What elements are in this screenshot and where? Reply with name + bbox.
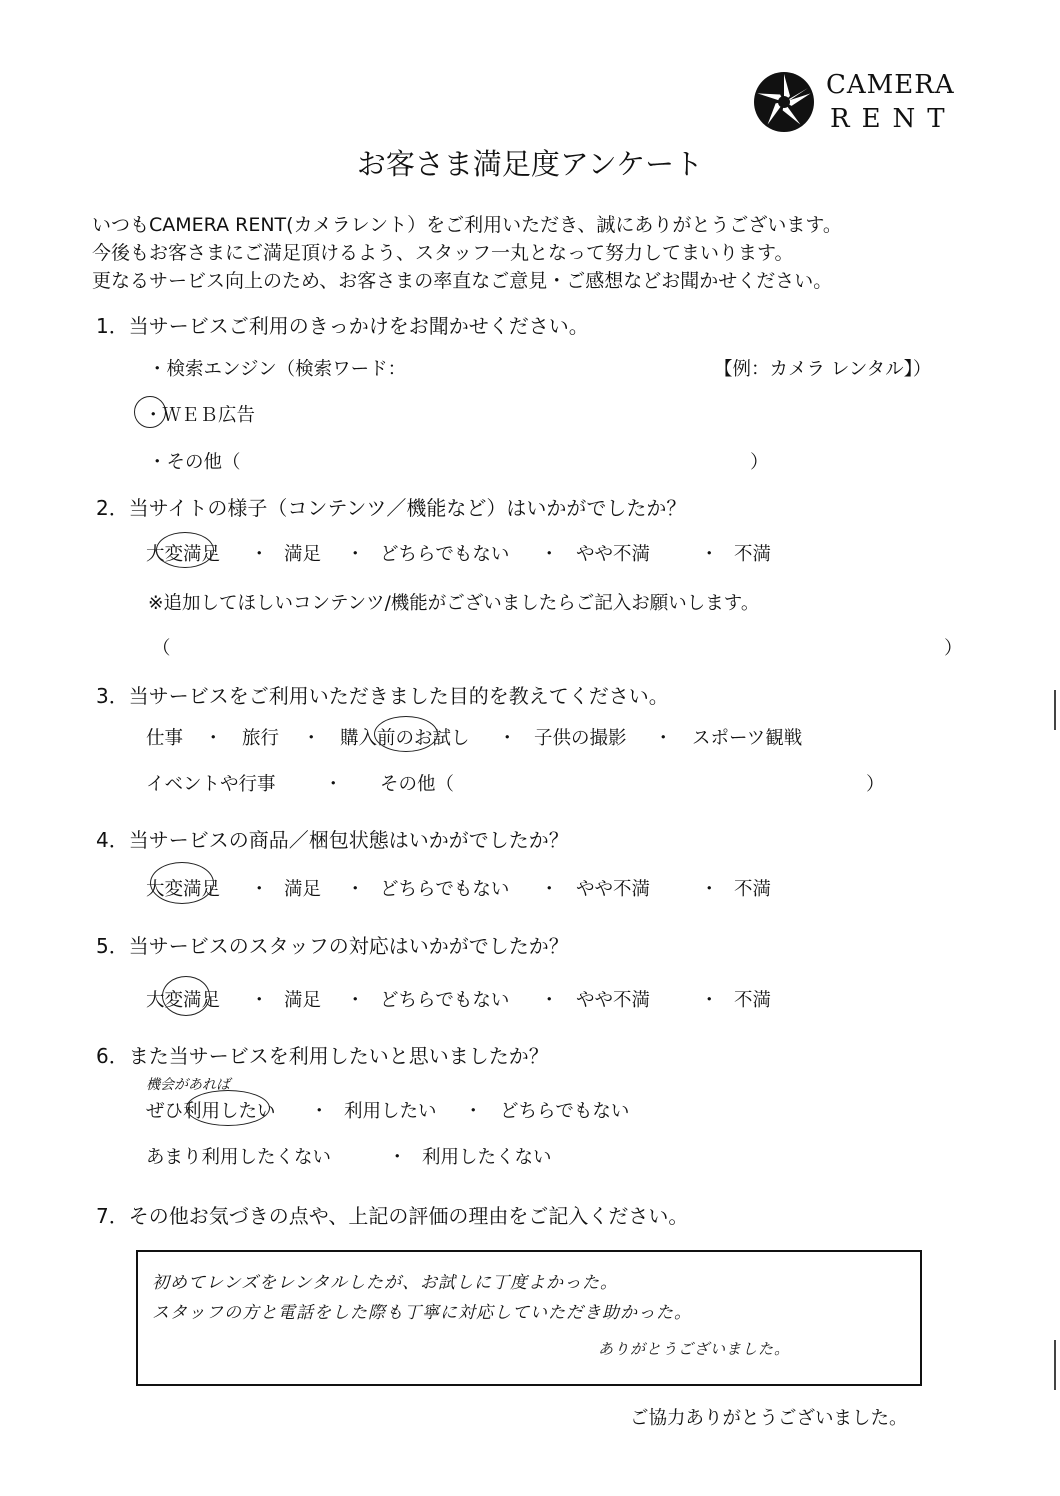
- q2-open-paren: （: [152, 638, 171, 659]
- separator: ・: [324, 774, 343, 795]
- separator: ・: [346, 544, 365, 565]
- separator: ・: [540, 990, 559, 1011]
- answer-circle-q2: [156, 532, 214, 568]
- separator: ・: [498, 728, 517, 749]
- question-5-label: 5．当サービスのスタッフの対応はいかがでしたか？: [96, 934, 569, 958]
- q3-option-trial[interactable]: 購入前のお試し: [340, 728, 470, 749]
- q2-option-very-satisfied[interactable]: 大変満足: [146, 544, 221, 565]
- comment-line-1: 初めてレンズをレンタルしたが、お試しに丁度よかった。: [152, 1273, 618, 1293]
- q6-option-would-not[interactable]: 利用したくない: [422, 1147, 552, 1168]
- separator: ・: [250, 544, 269, 565]
- answer-circle-q4: [150, 862, 214, 904]
- q3-option-travel[interactable]: 旅行: [242, 728, 280, 749]
- q3-option-events[interactable]: イベントや行事: [146, 774, 276, 795]
- comment-line-3: ありがとうございました。: [598, 1340, 791, 1358]
- answer-circle-web-ad: [134, 396, 166, 428]
- page-title: お客さま満足度アンケート: [356, 147, 704, 181]
- answer-circle-q5: [162, 976, 210, 1016]
- q4-option-neutral[interactable]: どちらでもない: [380, 879, 510, 900]
- comment-line-2: スタッフの方と電話をした際も丁寧に対応していただき助かった。: [152, 1303, 692, 1323]
- q6-option-neutral[interactable]: どちらでもない: [500, 1101, 630, 1122]
- question-3-label: 3．当サービスをご利用いただきました目的を教えてください。: [96, 684, 669, 708]
- q4-option-satisfied[interactable]: 満足: [284, 879, 322, 900]
- q2-option-satisfied[interactable]: 満足: [284, 544, 322, 565]
- closing-thanks: ご協力ありがとうございました。: [630, 1408, 908, 1429]
- q1-other-close-paren: ）: [750, 452, 769, 473]
- q6-option-definitely[interactable]: ぜひ利用したい: [146, 1101, 276, 1122]
- separator: ・: [700, 544, 719, 565]
- separator: ・: [346, 879, 365, 900]
- q4-option-very-satisfied[interactable]: 大変満足: [146, 879, 221, 900]
- q1-search-example: 【例：カメラ レンタル】）: [714, 359, 932, 380]
- logo-text-camera: CAMERA: [826, 70, 955, 100]
- logo-text-rent: RENT: [830, 104, 957, 134]
- q3-option-work[interactable]: 仕事: [146, 728, 184, 749]
- separator: ・: [540, 544, 559, 565]
- aperture-icon: [752, 70, 816, 134]
- question-1-label: 1．当サービスご利用のきっかけをお聞かせください。: [96, 314, 589, 338]
- q6-option-rather-not[interactable]: あまり利用したくない: [146, 1147, 332, 1168]
- separator: ・: [700, 990, 719, 1011]
- q4-option-dissatisfied[interactable]: 不満: [734, 879, 772, 900]
- separator: ・: [540, 879, 559, 900]
- q2-option-neutral[interactable]: どちらでもない: [380, 544, 510, 565]
- q1-option-other[interactable]: ・その他（: [148, 452, 241, 473]
- intro-line-1: いつもCAMERA RENT(カメラレント）をご利用いただき、誠にありがとうございます。: [92, 214, 842, 236]
- q5-option-neutral[interactable]: どちらでもない: [380, 990, 510, 1011]
- q1-option-search-engine[interactable]: ・検索エンジン（検索ワード：: [148, 359, 407, 380]
- separator: ・: [302, 728, 321, 749]
- q5-option-satisfied[interactable]: 満足: [284, 990, 322, 1011]
- question-7-label: 7．その他お気づきの点や、上記の評価の理由をご記入ください。: [96, 1204, 689, 1228]
- q4-option-slightly-dissatisfied[interactable]: やや不満: [576, 879, 651, 900]
- scan-artifact: [1054, 690, 1056, 730]
- answer-circle-q3: [374, 716, 438, 752]
- comment-box[interactable]: [136, 1250, 922, 1386]
- separator: ・: [204, 728, 223, 749]
- q2-note: ※追加してほしいコンテンツ/機能がございましたらご記入お願いします。: [148, 593, 760, 614]
- separator: ・: [250, 879, 269, 900]
- separator: ・: [250, 990, 269, 1011]
- q2-option-slightly-dissatisfied[interactable]: やや不満: [576, 544, 651, 565]
- q5-option-slightly-dissatisfied[interactable]: やや不満: [576, 990, 651, 1011]
- q6-handwritten-note: 機会があれば: [146, 1077, 230, 1093]
- q2-option-dissatisfied[interactable]: 不満: [734, 544, 772, 565]
- q3-option-other[interactable]: その他（: [380, 774, 455, 795]
- question-2-label: 2．当サイトの様子（コンテンツ／機能など）はいかがでしたか？: [96, 496, 687, 520]
- q3-close-paren: ）: [866, 774, 885, 795]
- q5-option-dissatisfied[interactable]: 不満: [734, 990, 772, 1011]
- q3-option-sports[interactable]: スポーツ観戦: [692, 728, 803, 749]
- answer-circle-q6: [186, 1090, 270, 1126]
- separator: ・: [310, 1101, 329, 1122]
- question-6-label: 6．また当サービスを利用したいと思いましたか？: [96, 1044, 549, 1068]
- q5-option-very-satisfied[interactable]: 大変満足: [146, 990, 221, 1011]
- intro-line-2: 今後もお客さまにご満足頂けるよう、スタッフ一丸となって努力してまいります。: [92, 242, 794, 264]
- separator: ・: [654, 728, 673, 749]
- q1-option-web-ad[interactable]: ・ＷＥＢ広告: [144, 405, 256, 426]
- scan-artifact: [1054, 1340, 1056, 1390]
- q3-option-children[interactable]: 子供の撮影: [534, 728, 627, 749]
- separator: ・: [388, 1147, 407, 1168]
- q2-close-paren: ）: [944, 638, 963, 659]
- separator: ・: [464, 1101, 483, 1122]
- intro-line-3: 更なるサービス向上のため、お客さまの率直なご意見・ご感想などお聞かせください。: [92, 270, 833, 292]
- separator: ・: [346, 990, 365, 1011]
- separator: ・: [700, 879, 719, 900]
- q6-option-would-use[interactable]: 利用したい: [344, 1101, 437, 1122]
- question-4-label: 4．当サービスの商品／梱包状態はいかがでしたか？: [96, 828, 569, 852]
